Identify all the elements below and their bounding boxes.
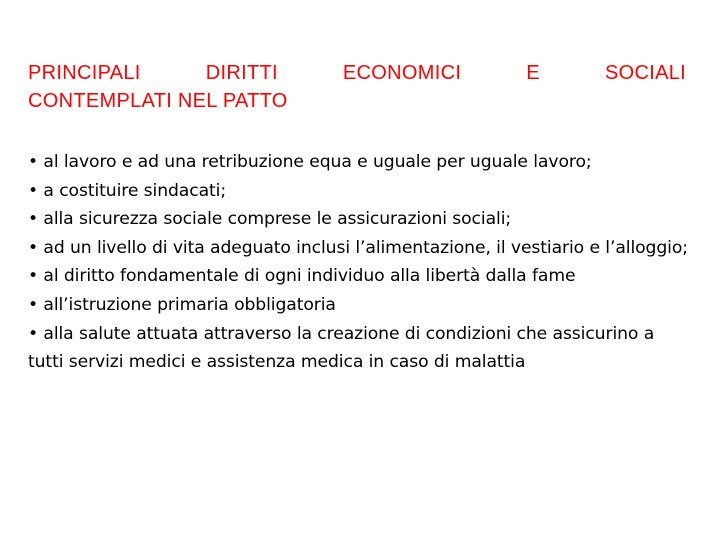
rights-list-item: • ad un livello di vita adeguato inclusi l’alimentazione, il vestiario e l’alloggio; (28, 237, 688, 258)
rights-list-item: • al lavoro e ad una retribuzione equa e uguale per uguale lavoro; (28, 152, 592, 172)
rights-list-item: • al diritto fondamentale di ogni individuo alla libertà dalla fame (28, 266, 576, 287)
slide-title (28, 59, 686, 115)
rights-list-item: • alla sicurezza sociale comprese le assicurazioni sociali; (28, 209, 512, 230)
rights-list-item: • a costituire sindacati; (28, 180, 227, 201)
rights-list-item: • alla salute attuata attraverso la creazione di condizioni che assicurino a tutti servizi medici e assistenza medica in caso di malattia (28, 323, 655, 373)
slide-title-line-1: PRINCIPALI DIRITTI ECONOMICI E SOCIALI (28, 62, 686, 84)
rights-list (28, 148, 692, 377)
rights-list-item: • all’istruzione primaria obbligatoria (28, 294, 336, 315)
slide-title-line-2: CONTEMPLATI NEL PATTO (28, 90, 288, 112)
